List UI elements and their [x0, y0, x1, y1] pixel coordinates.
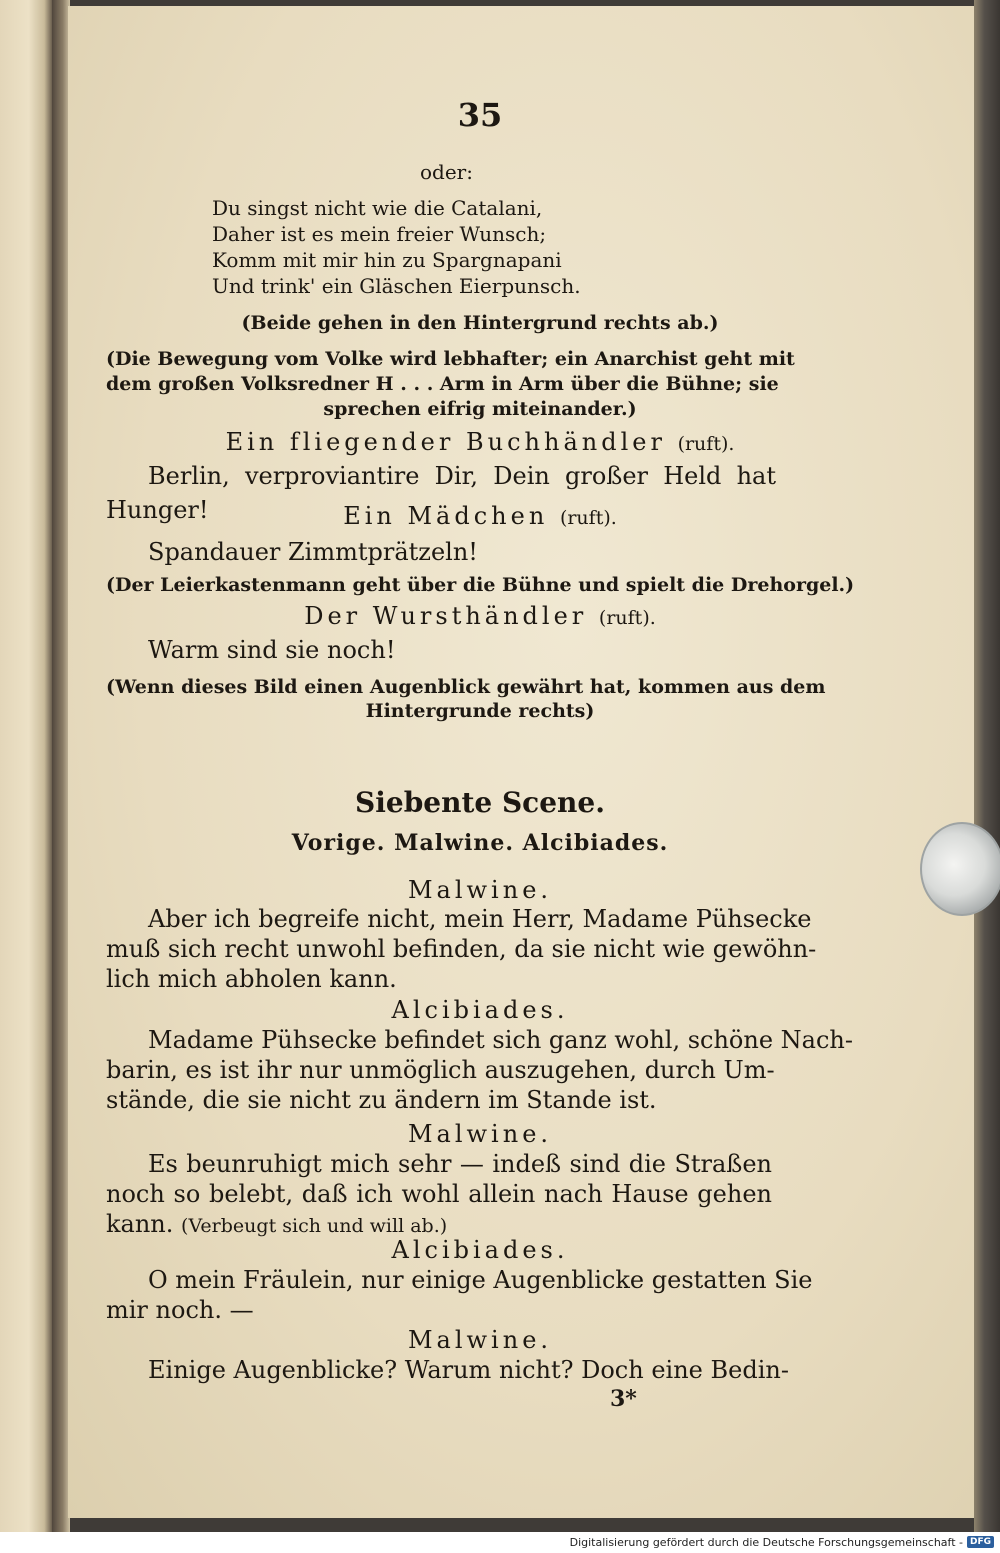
speech-line: O mein Fräulein, nur einige Augenblicke gestatten Sie — [148, 1266, 813, 1294]
stage-direction: (Die Bewegung vom Volke wird lebhafter; ein Anarchist geht mit — [106, 348, 795, 370]
speech-line: Spandauer Zimmtprätzeln! — [148, 538, 478, 566]
verse-line: Du singst nicht wie die Catalani, — [212, 196, 543, 220]
speaker-name: Malwine. — [407, 1326, 553, 1354]
dfg-logo-icon: DFG — [967, 1536, 994, 1548]
speaker-name — [100, 428, 860, 456]
speech-line: Aber ich begreife nicht, mein Herr, Madame Pühsecke — [148, 905, 812, 933]
verse-line: Und trink' ein Gläschen Eierpunsch. — [212, 274, 581, 298]
footer-credit — [570, 1533, 994, 1551]
speaker-name: Alcibiades. — [391, 996, 569, 1024]
speech-line: stände, die sie nicht zu ändern im Stande ist. — [106, 1086, 657, 1114]
stage-direction: (Beide gehen in den Hintergrund rechts ab.) — [241, 312, 719, 334]
speech-line: lich mich abholen kann. — [106, 965, 397, 993]
speaker-note: (ruft). — [677, 433, 735, 455]
speech-line: Hunger! — [106, 496, 209, 524]
scene-characters: Vorige. Malwine. Alcibiades. — [291, 830, 669, 856]
stage-note: (Verbeugt sich und will ab.) — [181, 1215, 448, 1237]
speech-line: Es beunruhigt mich sehr — indeß sind die Straßen — [148, 1150, 772, 1178]
speaker-name-text: Ein Mädchen — [343, 502, 549, 530]
speaker-name-text: Ein fliegender Buchhändler — [225, 428, 666, 456]
speaker-note: (ruft). — [559, 507, 617, 529]
printer-signature: 3* — [610, 1386, 637, 1412]
verse-line: Komm mit mir hin zu Spargnapani — [212, 248, 562, 272]
scene-title: Siebente Scene. — [355, 786, 605, 819]
stage-direction: (Der Leierkastenmann geht über die Bühne und spielt die Drehorgel.) — [106, 574, 855, 596]
stage-direction: sprechen eifrig miteinander.) — [323, 398, 637, 420]
speaker-name: Malwine. — [407, 1120, 553, 1148]
speech-line — [106, 1210, 447, 1238]
stage-direction: (Wenn dieses Bild einen Augenblick gewährt hat, kommen aus dem — [106, 676, 826, 698]
speech-line: Einige Augenblicke? Warum nicht? Doch eine Bedin- — [148, 1356, 789, 1384]
stage-direction: dem großen Volksredner H . . . Arm in Arm über die Bühne; sie — [106, 373, 779, 395]
verse-intro: oder: — [420, 160, 473, 184]
speech-line: noch so belebt, daß ich wohl allein nach Hause gehen — [106, 1180, 772, 1208]
speaker-name-text: Der Wursthändler — [304, 602, 588, 630]
page-number: 35 — [457, 96, 503, 134]
speech-line: Warm sind sie noch! — [148, 636, 396, 664]
speech-line: Madame Pühsecke befindet sich ganz wohl, schöne Nach- — [148, 1026, 853, 1054]
speaker-name — [100, 502, 860, 530]
speaker-name: Alcibiades. — [391, 1236, 569, 1264]
footer-text: Digitalisierung gefördert durch die Deutsche Forschungsgemeinschaft - — [569, 1535, 963, 1549]
speech-line: Berlin, verproviantire Dir, Dein großer Held hat — [148, 462, 776, 490]
speaker-note: (ruft). — [598, 607, 656, 629]
stage-direction: Hintergrunde rechts) — [365, 700, 595, 722]
speech-line: muß sich recht unwohl befinden, da sie nicht wie gewöhn- — [106, 935, 817, 963]
speech-line-text: kann. — [106, 1210, 174, 1238]
speech-line: mir noch. — — [106, 1296, 254, 1324]
speaker-name — [100, 602, 860, 630]
verse-line: Daher ist es mein freier Wunsch; — [212, 222, 547, 246]
speaker-name: Malwine. — [407, 876, 553, 904]
speech-line: barin, es ist ihr nur unmöglich auszugehen, durch Um- — [106, 1056, 775, 1084]
